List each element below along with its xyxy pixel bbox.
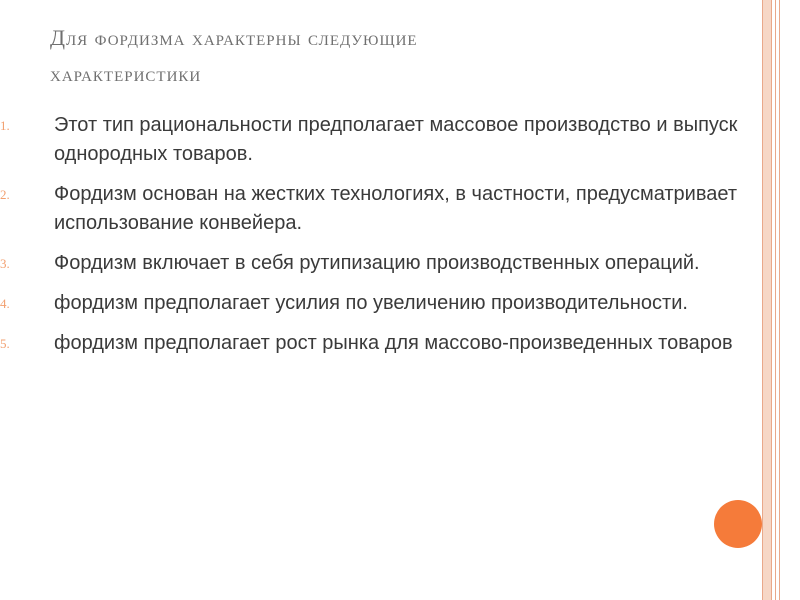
list-item xyxy=(0,180,780,238)
slide-title xyxy=(50,20,740,92)
list-item xyxy=(0,329,780,358)
list-item xyxy=(0,249,780,278)
list-item-number: 4. xyxy=(0,296,10,311)
list-item-text: Фордизм основан на жестких технологиях, в частности, предусматривает использование конвейера. xyxy=(54,183,737,234)
list-item-text: фордизм предполагает усилия по увеличению производительности. xyxy=(54,292,688,314)
list-item-text: Фордизм включает в себя рутипизацию производственных операций. xyxy=(54,252,700,274)
list-item-number: 1. xyxy=(0,118,10,133)
list-item xyxy=(0,289,780,318)
list-item-number: 3. xyxy=(0,256,10,271)
list-item-number: 2. xyxy=(0,187,10,202)
title-line-1: Для фордизма характерны следующие xyxy=(50,25,418,50)
title-line-2: характеристики xyxy=(50,61,202,86)
accent-circle-icon xyxy=(714,500,762,548)
list-item xyxy=(0,111,780,169)
list-item-number: 5. xyxy=(0,336,10,351)
list-item-text: Этот тип рациональности предполагает массовое производство и выпуск однородных товаров. xyxy=(54,114,738,165)
bullet-list xyxy=(0,111,780,369)
list-item-text: фордизм предполагает рост рынка для массово-произведенных товаров xyxy=(54,332,733,354)
